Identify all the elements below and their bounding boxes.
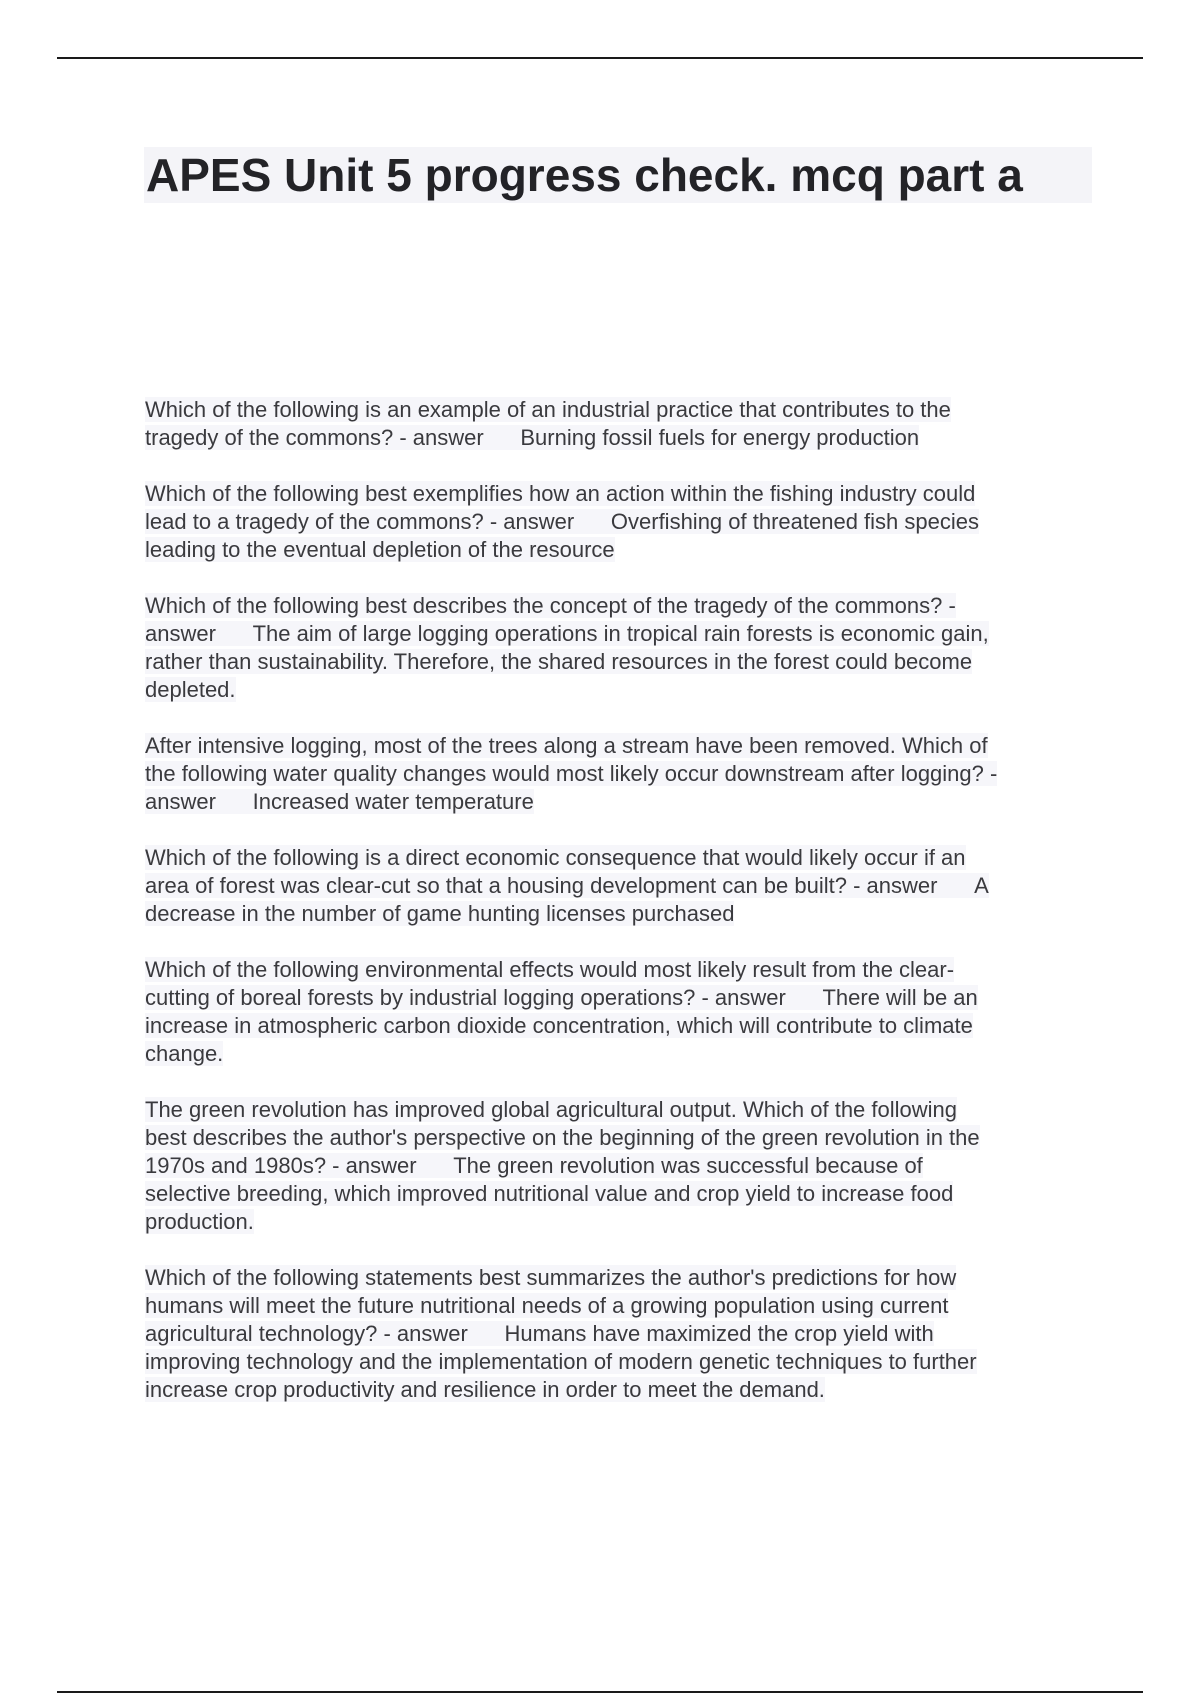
qa-item: [145, 480, 1095, 564]
qa-line: lead to a tragedy of the commons? - answer Overfishing of threatened fish species: [145, 509, 979, 534]
qa-line: Which of the following best exemplifies how an action within the fishing industry could: [145, 481, 976, 506]
qa-line: The green revolution has improved global agricultural output. Which of the following: [145, 1097, 958, 1122]
qa-line: tragedy of the commons? - answer Burning fossil fuels for energy production: [145, 425, 920, 450]
qa-item: [145, 732, 1095, 816]
qa-item: [145, 592, 1095, 704]
page-title: APES Unit 5 progress check. mcq part a: [144, 147, 1092, 203]
qa-line: Which of the following is a direct economic consequence that would likely occur if an: [145, 845, 966, 870]
qa-line: Which of the following statements best summarizes the author's predictions for how: [145, 1265, 957, 1290]
qa-line: increase in atmospheric carbon dioxide concentration, which will contribute to climate: [145, 1013, 973, 1038]
qa-item: [145, 1264, 1095, 1404]
qa-line: Which of the following best describes the concept of the tragedy of the commons? -: [145, 593, 956, 618]
qa-line: improving technology and the implementation of modern genetic techniques to further: [145, 1349, 977, 1374]
qa-line: agricultural technology? - answer Humans have maximized the crop yield with: [145, 1321, 934, 1346]
qa-line: best describes the author's perspective on the beginning of the green revolution in the: [145, 1125, 980, 1150]
bottom-rule: [57, 1691, 1143, 1693]
qa-line: rather than sustainability. Therefore, the shared resources in the forest could become: [145, 649, 973, 674]
qa-item: [145, 956, 1095, 1068]
qa-item: [145, 396, 1095, 452]
qa-line: selective breeding, which improved nutritional value and crop yield to increase food: [145, 1181, 954, 1206]
qa-item: [145, 1096, 1095, 1236]
qa-line: Which of the following environmental effects would most likely result from the clear-: [145, 957, 955, 982]
qa-line: production.: [145, 1209, 254, 1234]
qa-line: answer Increased water temperature: [145, 789, 534, 814]
qa-list: [145, 396, 1095, 1432]
qa-line: change.: [145, 1041, 224, 1066]
qa-line: cutting of boreal forests by industrial logging operations? - answer There will be an: [145, 985, 978, 1010]
qa-line: area of forest was clear-cut so that a housing development can be built? - answer A: [145, 873, 989, 898]
qa-line: answer The aim of large logging operations in tropical rain forests is economic gain,: [145, 621, 989, 646]
qa-line: depleted.: [145, 677, 236, 702]
qa-line: increase crop productivity and resilience in order to meet the demand.: [145, 1377, 825, 1402]
qa-item: [145, 844, 1095, 928]
top-rule: [57, 57, 1143, 59]
qa-line: 1970s and 1980s? - answer The green revolution was successful because of: [145, 1153, 923, 1178]
qa-line: leading to the eventual depletion of the resource: [145, 537, 615, 562]
qa-line: Which of the following is an example of an industrial practice that contributes to the: [145, 397, 951, 422]
qa-line: After intensive logging, most of the trees along a stream have been removed. Which of: [145, 733, 988, 758]
qa-line: decrease in the number of game hunting licenses purchased: [145, 901, 735, 926]
qa-line: humans will meet the future nutritional needs of a growing population using current: [145, 1293, 949, 1318]
qa-line: the following water quality changes would most likely occur downstream after logging? -: [145, 761, 998, 786]
